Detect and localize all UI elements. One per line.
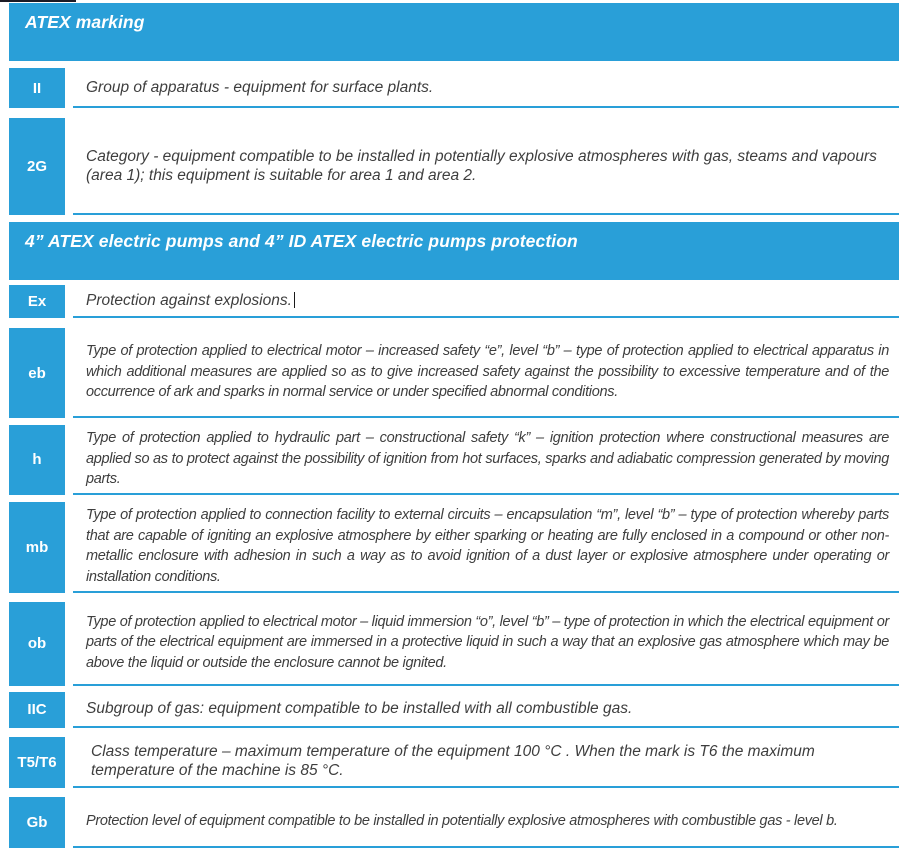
row-description-text: Class temperature – maximum temperature of the equipment 100 °C . When the mark is T6 the maximum temperature of the machine is 85 °C. [91, 743, 815, 779]
row-description-text: Type of protection applied to electrical motor – increased safety “e”, level “b” – type of protection applied to electrical apparatus in which additional measures are applied so as to give increased safety against the possibility to excessive temperature and of the occurrence of ark and sparks in normal service or under specified abnormal conditions. [86, 343, 889, 401]
row-code: T5/T6 [9, 737, 65, 788]
row-description [73, 797, 899, 848]
row-description [73, 425, 899, 495]
row-description-text: Group of apparatus - equipment for surface plants. [86, 78, 434, 96]
row-description-text: Type of protection applied to connection facility to external circuits – encapsulation “m”, level “b” – type of protection whereby parts that are capable of igniting an explosive atmosphere by either sparking or heating are fully enclosed in a compound or other non-metallic enclosure with adhesion in such a way as to avoid ignition of a dust layer or explosive atmosphere under operating or installation conditions. [86, 507, 889, 585]
row-code: IIC [9, 692, 65, 728]
table-row [9, 602, 899, 686]
row-description-text: Type of protection applied to electrical motor – liquid immersion “o”, level “b” – type of protection in which the electrical equipment or parts of the electrical equipment are immersed in a protective liquid in such a way that an explosive gas atmosphere which may be above the liquid or outside the enclosure cannot be ignited. [86, 613, 889, 671]
table-row [9, 68, 899, 108]
row-description-text: Type of protection applied to hydraulic part – constructional safety “k” – ignition protection where constructional measures are applied so as to protect against the possibility of ignition from hot surfaces, sparks and adiabatic compression generated by moving parts. [86, 430, 889, 487]
row-description [73, 502, 899, 593]
section-title: ATEX marking [25, 12, 145, 32]
row-code: h [9, 425, 65, 495]
row-description [73, 692, 899, 728]
row-code: 2G [9, 118, 65, 215]
row-description[interactable] [73, 285, 899, 318]
row-description-text: Subgroup of gas: equipment compatible to be installed with all combustible gas. [86, 700, 633, 717]
table-row [9, 692, 899, 728]
table-row [9, 737, 899, 788]
row-description-text: Protection level of equipment compatible to be installed in potentially explosive atmospheres with combustible gas - level b. [86, 812, 838, 829]
row-code: Gb [9, 797, 65, 848]
row-code: Ex [9, 285, 65, 318]
table-row [9, 425, 899, 495]
section-header-atex-marking [9, 3, 899, 61]
row-description [73, 68, 899, 108]
top-edge-artifact [0, 0, 76, 2]
row-description-text[interactable]: Protection against explosions. [86, 291, 295, 310]
row-code: eb [9, 328, 65, 418]
row-description-text: Category - equipment compatible to be installed in potentially explosive atmospheres with gas, steams and vapours (area 1); this equipment is suitable for area 1 and area 2. [86, 147, 877, 184]
text-cursor [294, 292, 295, 308]
row-description [73, 328, 899, 418]
row-description [73, 602, 899, 686]
row-code: ob [9, 602, 65, 686]
row-description [73, 118, 899, 215]
row-description [73, 737, 899, 788]
row-code: II [9, 68, 65, 108]
row-code: mb [9, 502, 65, 593]
table-row [9, 285, 899, 318]
table-row [9, 797, 899, 848]
table-row [9, 328, 899, 418]
table-row [9, 118, 899, 215]
table-row [9, 502, 899, 593]
section-title: 4” ATEX electric pumps and 4” ID ATEX electric pumps protection [25, 231, 578, 251]
section-header-pumps-protection [9, 222, 899, 280]
